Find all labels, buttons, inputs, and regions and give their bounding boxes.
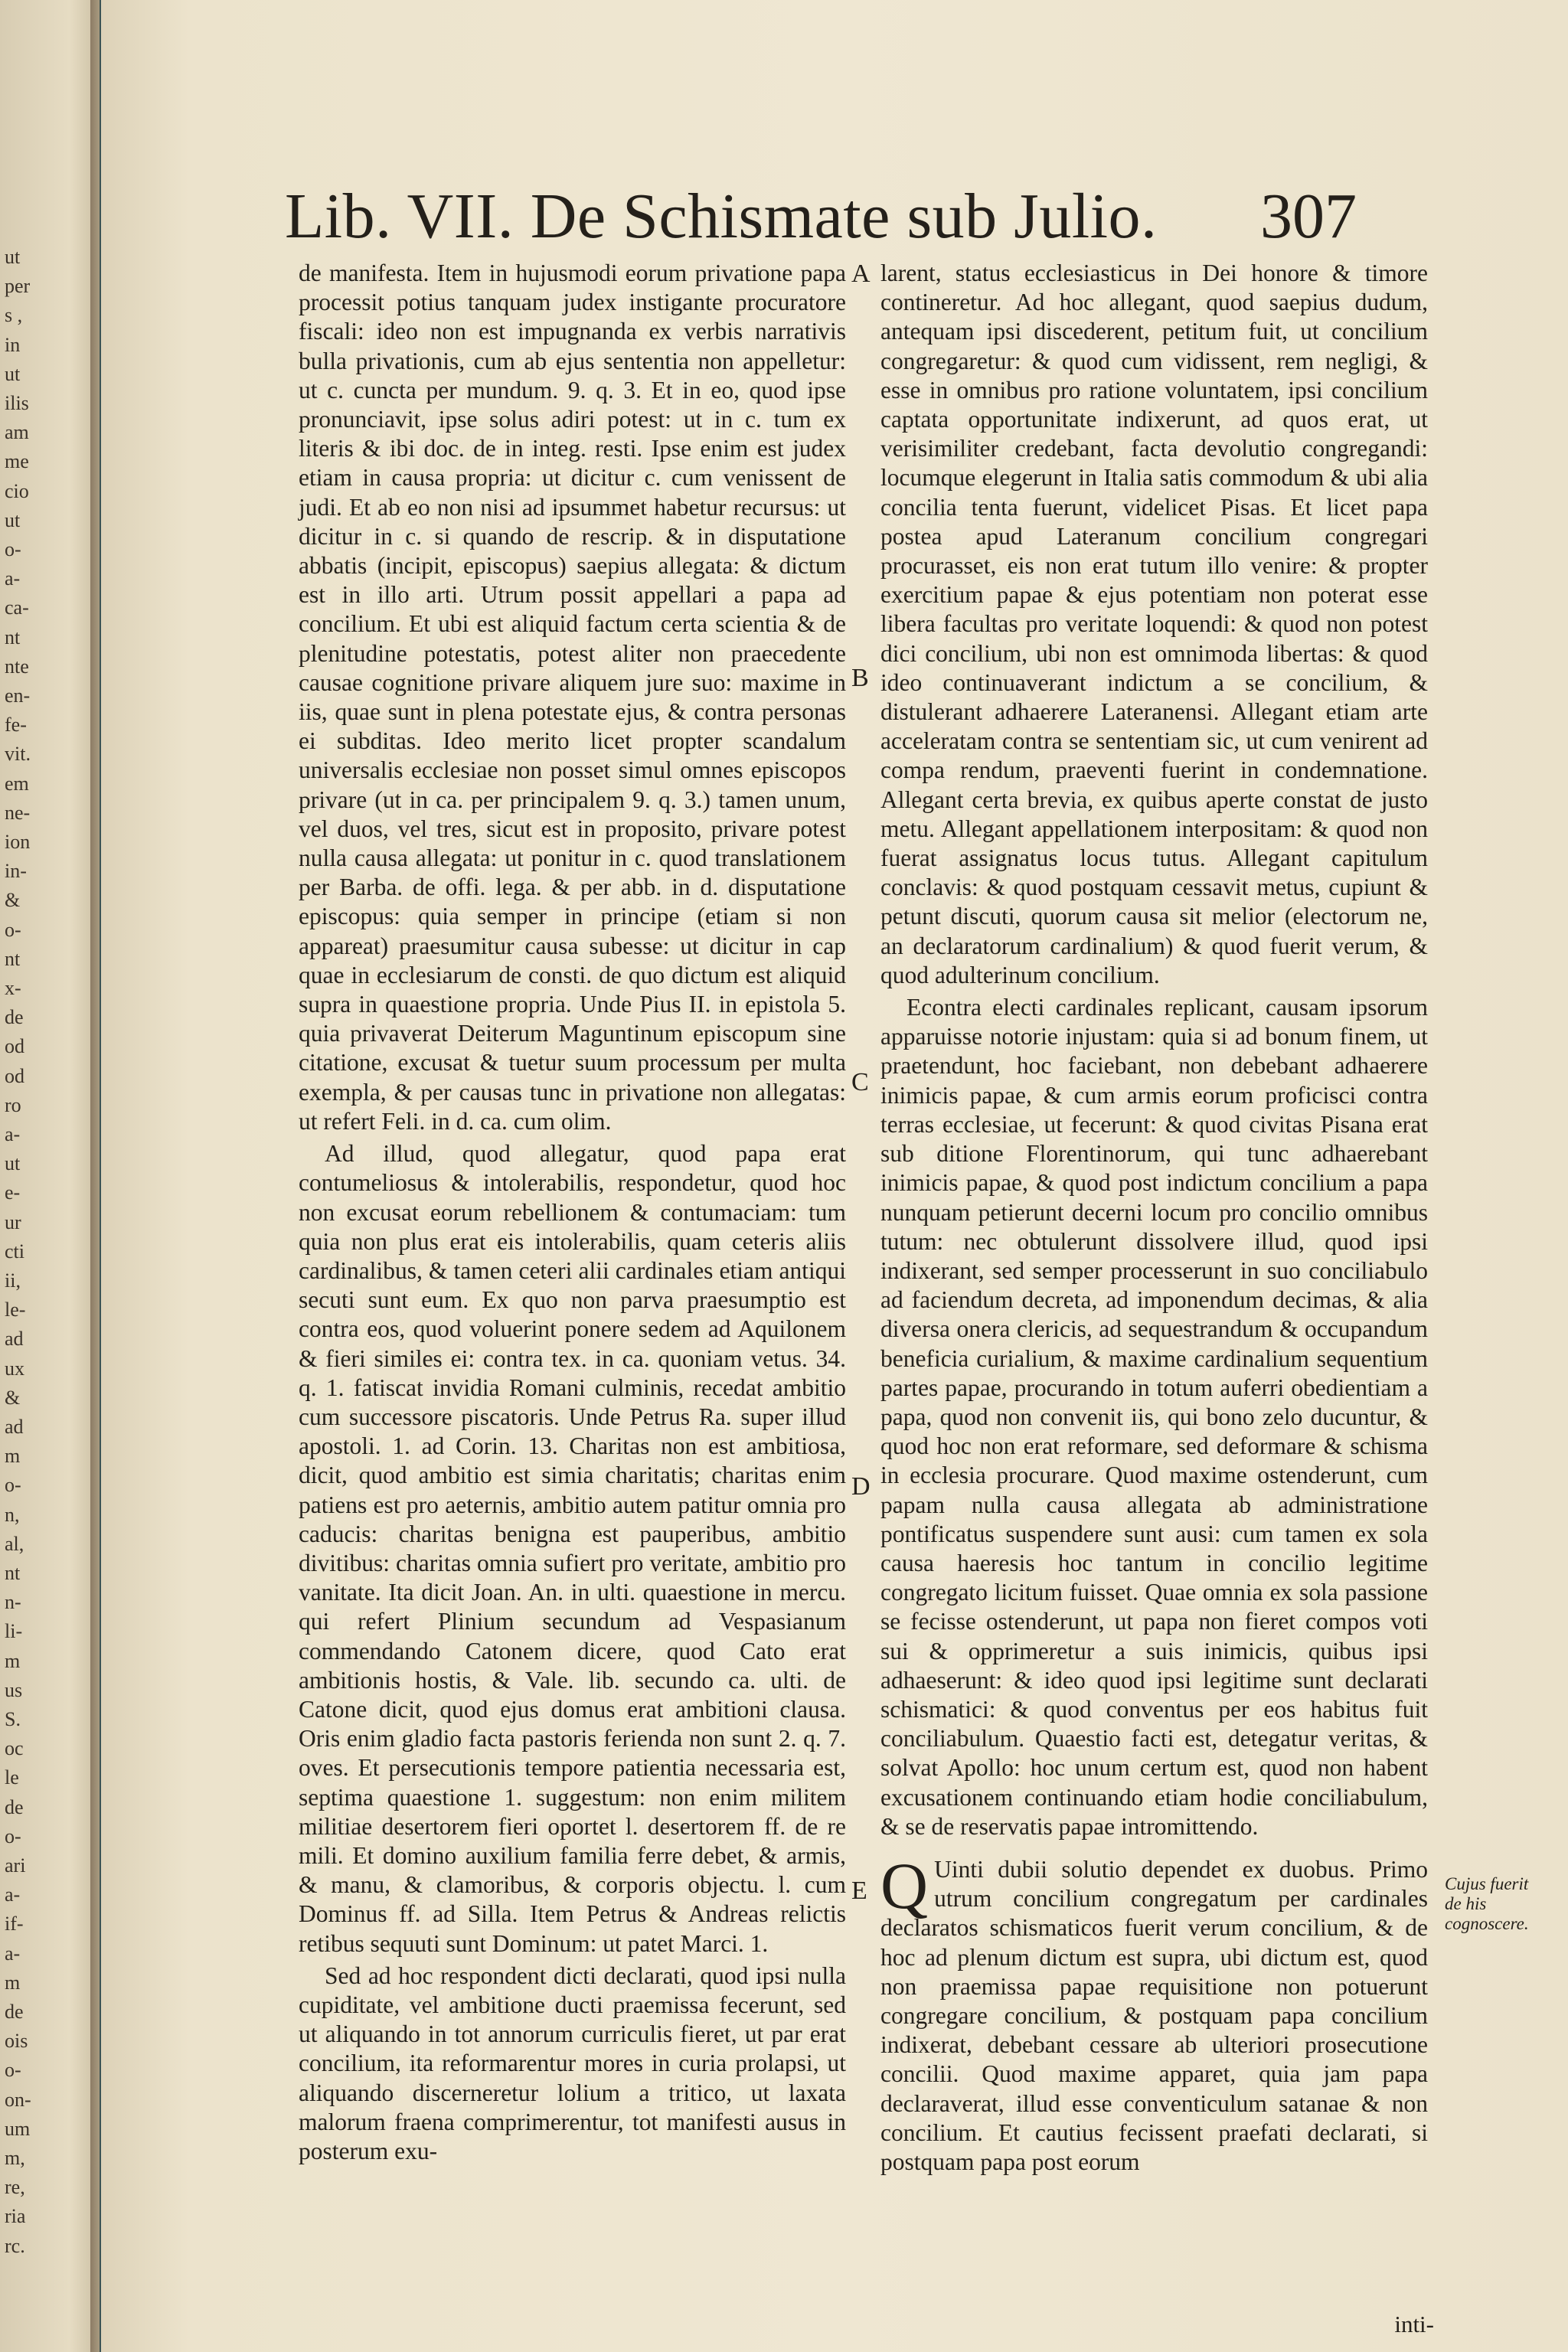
- previous-page-fragment: ur: [5, 1210, 21, 1233]
- section-marker-b: B: [851, 664, 869, 692]
- previous-page-fragment: am: [5, 421, 29, 444]
- previous-page-fragment: n-: [5, 1591, 21, 1614]
- previous-page-fragment: m,: [5, 2147, 25, 2169]
- previous-page-fragment: nt: [5, 1562, 21, 1584]
- right-paragraph-1: larent, status ecclesiasticus in Dei honore & timore contineretur. Ad hoc allegant, quod saepius dudum, antequam ipsi discederent, petitum fuit, ut concilium congregaretur: & quod cum vidissent, rem negligi, & esse in omnibus pro ratione voluntatem, ipsi concilium captata opportunitate indixerunt, ad quos erat, ut verisimiliter credebant, facta devolutio congregandi: locumque elegerunt in Italia satis commodum & ubi alia concilia tenta fuerunt, videlicet Pisas. Et licet papa postea apud Lateranum concilium congregari procurasset, eis non erat tutum illo venire: & propter exercitium papae & ejus potentiam non poterat esse libera facultas pro veritate loquendi: & quod non potest dici concilium, ubi non est omnimoda libertas: & quod ideo continuaverant indictum a se concilium, & distulerant adhaerere Lateranensi. Allegant etiam arte acceleratam contra se sententiam sic, ut cum venirent ad compa rendum, praeventi fuerint in condemnatione. Allegant certa brevia, ex quibus aperte constat de justo metu. Allegant appellationem interpositam: & quod non fuerat assignatus locus tutus. Allegant capitulum conclavis: & quod postquam cessavit metus, cupiunt & petunt discuti, quorum causa sit melior (electorum ne, an declaratorum cardinalium) & quod fuerit verum, & quod adulterinum concilium.: [880, 260, 1428, 988]
- previous-page-fragment: o-: [5, 918, 21, 941]
- previous-page-fragment: if-: [5, 1913, 24, 1936]
- previous-page-fragment: li-: [5, 1620, 23, 1643]
- previous-page-fragment: a-: [5, 567, 21, 590]
- previous-page-fragment: ois: [5, 2030, 28, 2053]
- previous-page-fragment: s ,: [5, 304, 23, 327]
- previous-page-fragment: nt: [5, 626, 21, 648]
- running-head: [285, 175, 1357, 251]
- margin-note: Cujus fuerit de his cognoscere.: [1445, 1874, 1529, 1933]
- previous-page-fragment: n,: [5, 1503, 20, 1526]
- previous-page-fragment: per: [5, 275, 31, 298]
- section-marker-a: A: [851, 260, 871, 288]
- previous-page-fragment: in: [5, 333, 21, 356]
- previous-page-fragment: ii,: [5, 1269, 21, 1292]
- previous-page-fragment: nte: [5, 655, 29, 678]
- previous-page-fragment: me: [5, 450, 29, 473]
- previous-page-fragment: oc: [5, 1737, 24, 1760]
- previous-page-fragment: ion: [5, 831, 31, 853]
- previous-page-fragment: a-: [5, 1883, 21, 1906]
- previous-page-fragment: o-: [5, 538, 21, 560]
- previous-page-fragment: de: [5, 2001, 24, 2023]
- running-title: Lib. VII. De Schismate sub Julio.: [285, 181, 1158, 252]
- previous-page-fragment: ut: [5, 508, 21, 531]
- previous-page-fragment: m: [5, 1445, 21, 1468]
- section-marker-c: C: [851, 1068, 869, 1096]
- previous-page-fragment: fe-: [5, 714, 27, 737]
- previous-page-fragment: ut: [5, 246, 21, 268]
- catchword: inti-: [1394, 2311, 1434, 2337]
- previous-page-fragment: en-: [5, 684, 31, 707]
- previous-page-fragment: &: [5, 1386, 21, 1409]
- previous-page-fragment: x-: [5, 977, 21, 999]
- previous-page-fragment: ria: [5, 2205, 26, 2228]
- previous-page-fragment: a-: [5, 1123, 21, 1145]
- previous-page-fragment: e-: [5, 1181, 21, 1204]
- previous-page-fragment: re,: [5, 2176, 25, 2199]
- section-marker-d: D: [851, 1472, 871, 1501]
- previous-page-fragment: ne-: [5, 801, 31, 824]
- previous-page-fragment: us: [5, 1678, 23, 1701]
- previous-page-fragment: &: [5, 889, 21, 912]
- right-column: [880, 259, 1428, 2177]
- previous-page-fragment: de: [5, 1006, 24, 1029]
- page-number: 307: [1260, 181, 1357, 252]
- previous-page-fragment: cti: [5, 1240, 24, 1263]
- previous-page-fragment: ut: [5, 362, 21, 385]
- previous-page-fragment: od: [5, 1035, 24, 1058]
- previous-page-fragment: m: [5, 1971, 21, 1994]
- previous-page-fragment: nt: [5, 947, 21, 970]
- previous-page-edge: [0, 0, 100, 2352]
- previous-page-fragment: ux: [5, 1357, 24, 1380]
- previous-page-fragment: od: [5, 1064, 24, 1087]
- previous-page-fragment: le-: [5, 1298, 26, 1321]
- previous-page-fragment: vit.: [5, 743, 31, 766]
- previous-page-fragment: al,: [5, 1532, 24, 1555]
- previous-page-fragment: ad: [5, 1416, 24, 1438]
- drop-capital: Q: [880, 1848, 929, 1922]
- right-paragraph-3: [880, 1848, 1428, 2177]
- previous-page-fragment: ari: [5, 1854, 26, 1877]
- previous-page-fragment: S.: [5, 1708, 21, 1730]
- previous-page-fragment: ad: [5, 1328, 24, 1351]
- left-paragraph-2: Ad illud, quod allegatur, quod papa erat contumeliosus & intolerabilis, respondetur, quod hoc non excusat eorum rebellionem & contumaciam: tum quia non plus erat eis intolerabilis, quam ceteris aliis cardinalibus, & tamen ceteri alii cardinales etiam antiqui secuti sunt eum. Ex quo non parva praesumptio est contra eos, quod voluerint ponere sedem ad Aquilonem & fieri similes ei: contra tex. in ca. quoniam vetus. 34. q. 1. fatiscat invidia Romani culminis, recedat ambitio cum successore piscatoris. Unde Petrus Ra. super illud apostoli. 1. ad Corin. 13. Charitas non est ambitiosa, dicit, quod ambitio est simia charitatis; charitas enim patiens est pro aeternis, ambitio autem patitur omnia pro caducis: charitas benigna est pauperibus, ambitio divitibus: charitas omnia sufiert pro veritate, ambitio pro vanitate. Ita dicit Joan. An. in ulti. quaestione in mercu. qui refert Plinium secundum ad Vespasianum commendando Catonem dicere, quod Cato erat ambitionis hostis, & Vale. lib. secundo ca. ulti. de Catone dicit, quod ejus domus erat ambitioni clausa. Oris enim gladio facta pastoris ferienda non sunt 2. q. 7. oves. Et persecutionis tempore patientia necessaria est, septima quaestione 1. suggestum: non enim militem militiae desertorem fieri oportet l. desertorem ff. de re mili. Et domino auxilium familia ferre debet, & armis, & manu, & clamoribus, & corporis objectu. l. cum Dominus ff. ad Silla. Item Petrus & Andreas relictis retibus sequuti sunt Dominum: ut patet Marci. 1.: [299, 1140, 846, 1957]
- previous-page-fragment: ut: [5, 1152, 21, 1175]
- previous-page-fragment: a-: [5, 1942, 21, 1965]
- previous-page-fragment: cio: [5, 479, 29, 502]
- right-paragraph-2: Econtra electi cardinales replicant, causam ipsorum apparuisse notorie injustam: quia si ad bonum finem, ut praetendunt, hoc faciebant, non debebant adhaerere inimicis papae, & cum armis eorum proficisci contra terras ecclesiae, ut fecerunt: & quod civitas Pisana erat sub ditione Florentinorum, qui tunc adhaerebant inimicis papae, & quod post indictum concilium a papa nunquam petierunt decerni locum pro concilio omnibus tutum: nec obtulerunt dissolvere illud, quod ipsi indixerant, sed semper processerunt in suo conciliabulo ad faciendum decreta, ad imponendum decimas, & alia diversa onera clericis, ad sequestrandum & occupandum beneficia curialium, & maxime cardinalium sequentium partes papae, procurando in totum auferri obedientiam a papa, quod non convenit iis, qui bono zelo ducuntur, & quod hoc non erat reformare, sed deformare & schisma in ecclesia procurare. Quod maxime ostenderunt, cum papam nulla causa allegata ab administratione pontificatus suspendere sunt ausi: cum tamen ex sola causa haeresis hoc tantum in concilio legitime congregato licitum fuisset. Quae omnia ex sola passione se fecisse ostenderunt, ut papa non fieret compos voti sui & opprimeretur a suis inimicis, quibus ipsi adhaeserunt: & ideo quod ipsi legitime sunt declarati schismatici: & quod conventus per eos habitus fuit conciliabulum. Quaestio facti est, detegatur veritas, & solvat Apollo: hoc unum certum est, quod non habent excusationem continuando etiam hodie conciliabulum, & se de reservatis papae intromittendo.: [880, 994, 1428, 1840]
- left-paragraph-1: de manifesta. Item in hujusmodi eorum privatione papa processit potius tanquam judex instigante procuratore fiscali: ideo non est impugnanda ex verbis narrativis bulla privationis, cum ab ejus sententia non appelletur: ut c. cuncta per mundum. 9. q. 3. Et in eo, quod ipse pronunciavit, ipse solus adiri potest: ut in c. tum ex literis & ibi doc. de in integ. resti. Ipse enim est judex etiam in causa propria: ut dicitur c. cum venissent de judi. Et ab eo non nisi ad ipsummet habetur recursus: ut dicitur in c. si quando de rescrip. & in disputatione abbatis (incipit, episcopus) saepius allegata: & dictum est in illo arti. Utrum possit appellari a papa ad concilium. Et ubi est aliquid factum certa scientia & de plenitudine potestatis, potest aliter non praecedente causae cognitione privare aliquem jure suo: maxime in iis, quae sunt in plena potestate ejus, & contra personas ei subditas. Ideo merito licet propter scandalum universalis ecclesiae non posset simul omnes episcopos privare (ut in ca. per principalem 9. q. 3.) tamen unum, vel duos, vel tres, sicut est in proposito, privare potest nulla causa allegata: ut ponitur in c. quod translationem per Barba. de offi. lega. & per abb. in d. disputatione episcopus: quia semper in principe (etiam si non appareat) praesumitur causa subesse: ut dicitur in cap quae in ecclesiarum de consti. de quo dictum est aliquid supra in quaestione propria. Unde Pius II. in epistola 5. quia privaverat Deiterum Maguntinum episcopum sine citatione, excusat & tuetur suum processum per multa exempla, & per causas tunc in privatione non allegatas: ut refert Feli. in d. ca. cum olim.: [299, 260, 846, 1135]
- previous-page-fragment: o-: [5, 2059, 21, 2082]
- previous-page-fragment: m: [5, 1649, 21, 1672]
- previous-page-fragment: o-: [5, 1824, 21, 1847]
- previous-page-fragment: ca-: [5, 596, 29, 619]
- previous-page-fragment: rc.: [5, 2234, 25, 2257]
- previous-page-fragment: de: [5, 1795, 24, 1818]
- left-paragraph-3: Sed ad hoc respondent dicti declarati, quod ipsi nulla cupiditate, vel ambitione ducti praemissa fecerunt, sed ut aliquando in tot annorum curriculis fieret, ut par erat concilium, ita reformarentur mores in curia prolapsi, ut aliquando discerneretur lolium a tritico, ut laxata malorum fraena comprimerentur, tot manifesti ausus in posterum exu-: [299, 1962, 846, 2164]
- left-column: [299, 259, 846, 2166]
- right-paragraph-3-text: Uinti dubii solutio dependet ex duobus. Primo utrum concilium congregatum per cardinales declaratos schismaticos fuerit verum concilium, & de hoc ad plenum dictum est supra, ubi dictum est, quod non praemissa papae requisitione non potuerunt congregare concilium, & postquam papa concilium indixerat, debebant cessare ab ulteriori prosecutione concilii. Quod maxime apparet, quia jam papa declaraverat, illud esse conventiculum satanae & non concilium. Et cautius fecissent praefati declarati, si postquam papa post eorum: [880, 1855, 1428, 2175]
- previous-page-fragment: ilis: [5, 392, 29, 414]
- previous-page-fragment: in-: [5, 860, 27, 883]
- previous-page-fragment: ro: [5, 1093, 21, 1116]
- previous-page-fragment: em: [5, 772, 29, 795]
- previous-page-fragment: le: [5, 1766, 19, 1789]
- previous-page-fragment: on-: [5, 2088, 31, 2111]
- previous-page-fragment: um: [5, 2117, 31, 2140]
- previous-page-fragment: o-: [5, 1474, 21, 1497]
- section-marker-e: E: [851, 1877, 867, 1905]
